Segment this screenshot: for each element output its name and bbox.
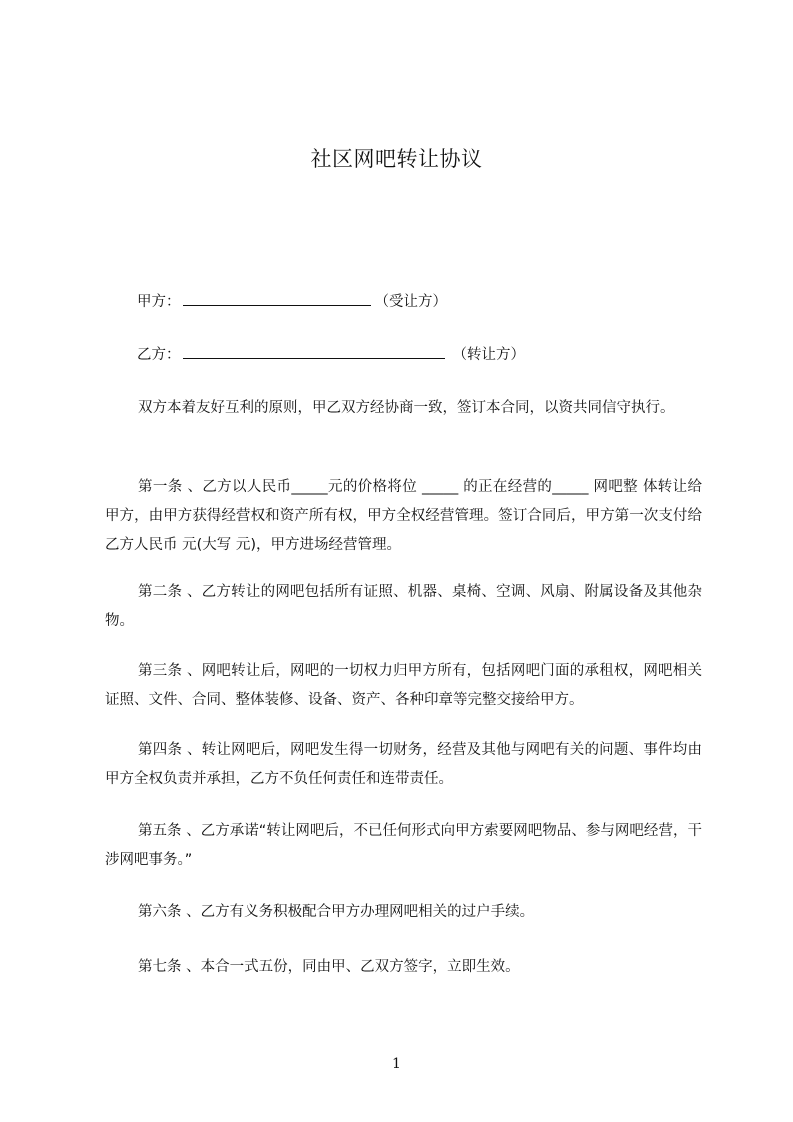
party-b-label: 乙方：: [137, 347, 181, 363]
party-b-role: （转让方）: [452, 347, 525, 363]
article-4: 第四条 、转让网吧后，网吧发生得一切财务，经营及其他与网吧有关的问题、事件均由甲方全权负责并承担，乙方不负任何责任和连带责任。: [105, 742, 702, 787]
party-b-blank: [183, 343, 445, 359]
party-a-role: （受让方）: [374, 294, 447, 310]
preamble-paragraph: 双方本着友好互利的原则，甲乙双方经协商一致，签订本合同，以资共同信守执行。: [138, 400, 675, 416]
article-7: 第七条 、本合一式五份，同由甲、乙双方签字，立即生效。: [138, 959, 520, 975]
article-5: 第五条 、乙方承诺“转让网吧后，不已任何形式向甲方索要网吧物品、参与网吧经营，干涉网吧事务。”: [105, 823, 702, 868]
page-number: 1: [392, 1056, 401, 1072]
article-3: 第三条 、网吧转让后，网吧的一切权力归甲方所有，包括网吧门面的承租权，网吧相关证照、文件、合同、整体装修、设备、资产、各种印章等完整交接给甲方。: [105, 663, 702, 708]
document-title: 社区网吧转让协议: [310, 147, 483, 171]
party-a-blank: [183, 290, 371, 306]
article-2: 第二条 、乙方转让的网吧包括所有证照、机器、桌椅、空调、风扇、附属设备及其他杂物。: [105, 584, 702, 629]
article-6: 第六条 、乙方有义务积极配合甲方办理网吧相关的过户手续。: [138, 904, 535, 920]
article-1: 第一条 、乙方以人民币_____元的价格将位 _____ 的正在经营的_____ 网吧整 体转让给甲方，由甲方获得经营权和资产所有权，甲方全权经营管理。签订合同后，甲方第一次支付给乙方人民币 元(大写 元)，甲方进场经营管理。: [105, 479, 702, 553]
party-b-line: [137, 343, 525, 366]
party-a-line: [137, 290, 447, 313]
party-a-label: 甲方：: [137, 294, 181, 310]
